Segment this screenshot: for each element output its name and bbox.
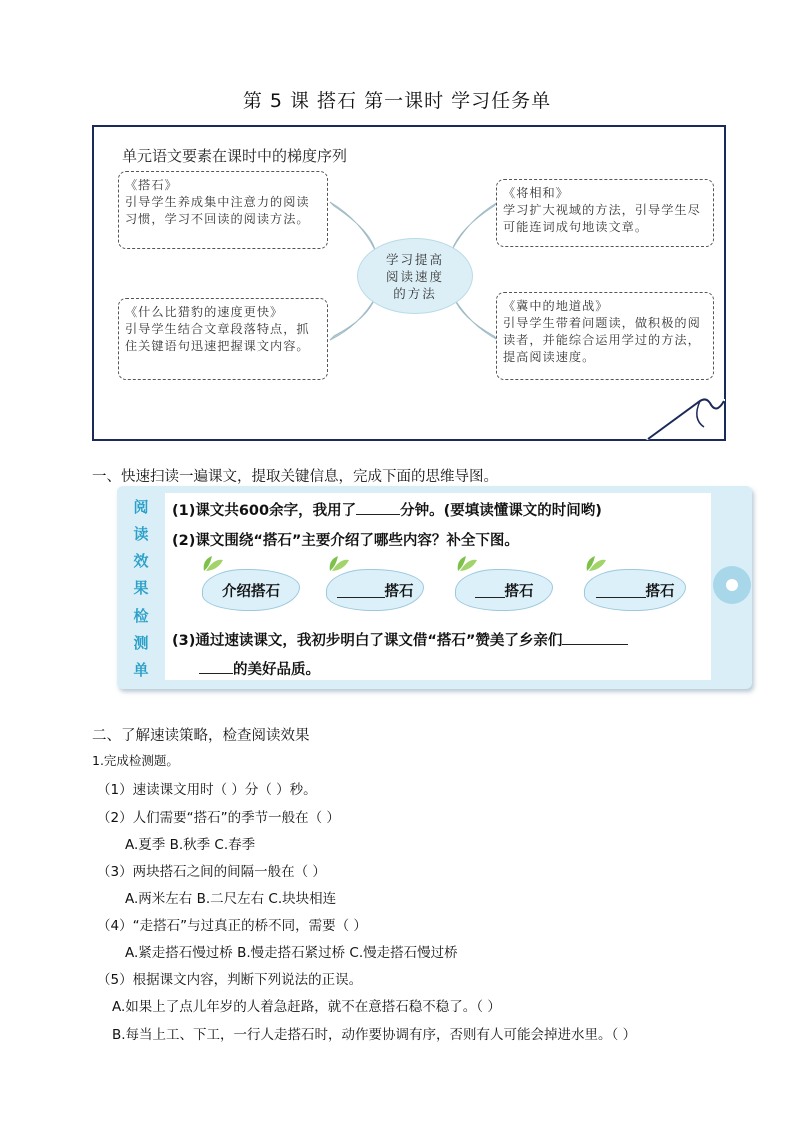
- center-topic-text: 学习提高阅读速度的方法: [385, 251, 444, 301]
- card-tab-circle: [713, 566, 751, 604]
- answer-blank[interactable]: [596, 583, 646, 598]
- answer-blank[interactable]: [337, 583, 385, 598]
- unit-box-liebao: [118, 298, 328, 380]
- page-curl-decoration: [640, 397, 725, 442]
- page-title: 第 5 课 搭石 第一课时 学习任务单: [242, 90, 552, 112]
- question-3-text-a: (3)通过速读课文，我初步明白了课文借“搭石”赞美了乡亲们: [172, 633, 563, 649]
- section2-heading: 二、了解速读策略，检查阅读效果: [92, 728, 310, 744]
- side-char: 阅: [133, 498, 149, 516]
- unit-box-title: 《将相和》: [503, 186, 569, 200]
- side-char: 单: [133, 660, 149, 679]
- check-line: （3）两块搭石之间的间隔一般在（ ）: [97, 864, 326, 880]
- section1-heading: 一、快速扫读一遍课文，提取关键信息，完成下面的思维导图。: [92, 469, 498, 485]
- question-1-text-a: (1)课文共600余字，我用了: [172, 503, 357, 519]
- check-option: A.两米左右 B.二尺左右 C.块块相连: [125, 891, 337, 907]
- answer-blank[interactable]: [562, 630, 628, 645]
- side-char: 效: [133, 552, 149, 571]
- check-statement: A.如果上了点儿年岁的人着急赶路，就不在意搭石稳不稳了。（ ）: [112, 999, 501, 1015]
- leaf-icon: [328, 554, 350, 572]
- unit-box-didaozhan: [496, 292, 714, 380]
- unit-box-jiangxianghe: [496, 179, 714, 247]
- question-1: [172, 499, 602, 520]
- unit-box-title: 《什么比猎豹的速度更快》: [125, 305, 284, 319]
- leaf-icon: [585, 554, 607, 572]
- card-side-label: [124, 492, 158, 684]
- mindmap-node-label: 搭石: [384, 583, 414, 600]
- unit-box-text: 引导学生结合文章段落特点，抓住关键语句迅速把握课文内容。: [125, 322, 310, 353]
- side-char: 读: [133, 525, 149, 544]
- question-3-cont: [199, 658, 320, 679]
- question-1-text-b: 分钟。(要填读懂课文的时间哟): [400, 503, 602, 519]
- mindmap-node-label: 介绍搭石: [222, 583, 280, 600]
- side-char: 测: [133, 633, 149, 652]
- leaf-icon: [456, 554, 478, 572]
- check-line: （5）根据课文内容，判断下列说法的正误。: [97, 972, 363, 988]
- answer-blank[interactable]: [356, 500, 400, 515]
- unit-box-text: 引导学生养成集中注意力的阅读习惯，学习不回读的阅读方法。: [125, 195, 310, 226]
- unit-box-text: 引导学生带着问题读，做积极的阅读者，并能综合运用学过的方法，提高阅读速度。: [503, 316, 701, 364]
- unit-box-title: 《搭石》: [125, 178, 178, 192]
- center-topic-oval: [357, 238, 473, 314]
- leaf-icon: [202, 554, 224, 572]
- unit-box-text: 学习扩大视域的方法，引导学生尽可能连词成句地读文章。: [503, 203, 701, 234]
- question-3-text-b: 的美好品质。: [233, 662, 320, 678]
- question-2: (2)课文围绕“搭石”主要介绍了哪些内容？补全下图。: [172, 533, 519, 549]
- check-option: A.紧走搭石慢过桥 B.慢走搭石紧过桥 C.慢走搭石慢过桥: [125, 945, 458, 961]
- unit-box-title: 《冀中的地道战》: [503, 299, 609, 313]
- question-3: [172, 629, 628, 650]
- check-line: （1）速读课文用时（ ）分（ ）秒。: [97, 782, 317, 798]
- check-line: （4）“走搭石”与过真正的桥不同，需要（ ）: [97, 918, 367, 934]
- answer-blank[interactable]: [475, 583, 505, 598]
- check-option: A.夏季 B.秋季 C.春季: [125, 837, 256, 853]
- check-statement: B.每当上工、下工，一行人走搭石时，动作要协调有序，否则有人可能会掉进水里。（ ）: [112, 1027, 637, 1043]
- check-line: （2）人们需要“搭石”的季节一般在（ ）: [97, 810, 340, 826]
- mindmap-node-label: 搭石: [645, 583, 675, 600]
- mindmap-node-label: 搭石: [504, 583, 534, 600]
- unit-box-dashang: [118, 171, 328, 249]
- side-char: 检: [133, 606, 149, 625]
- side-char: 果: [133, 579, 149, 598]
- unit-heading: 单元语文要素在课时中的梯度序列: [122, 147, 348, 165]
- section2-sub: 1.完成检测题。: [92, 753, 179, 768]
- answer-blank[interactable]: [199, 659, 233, 674]
